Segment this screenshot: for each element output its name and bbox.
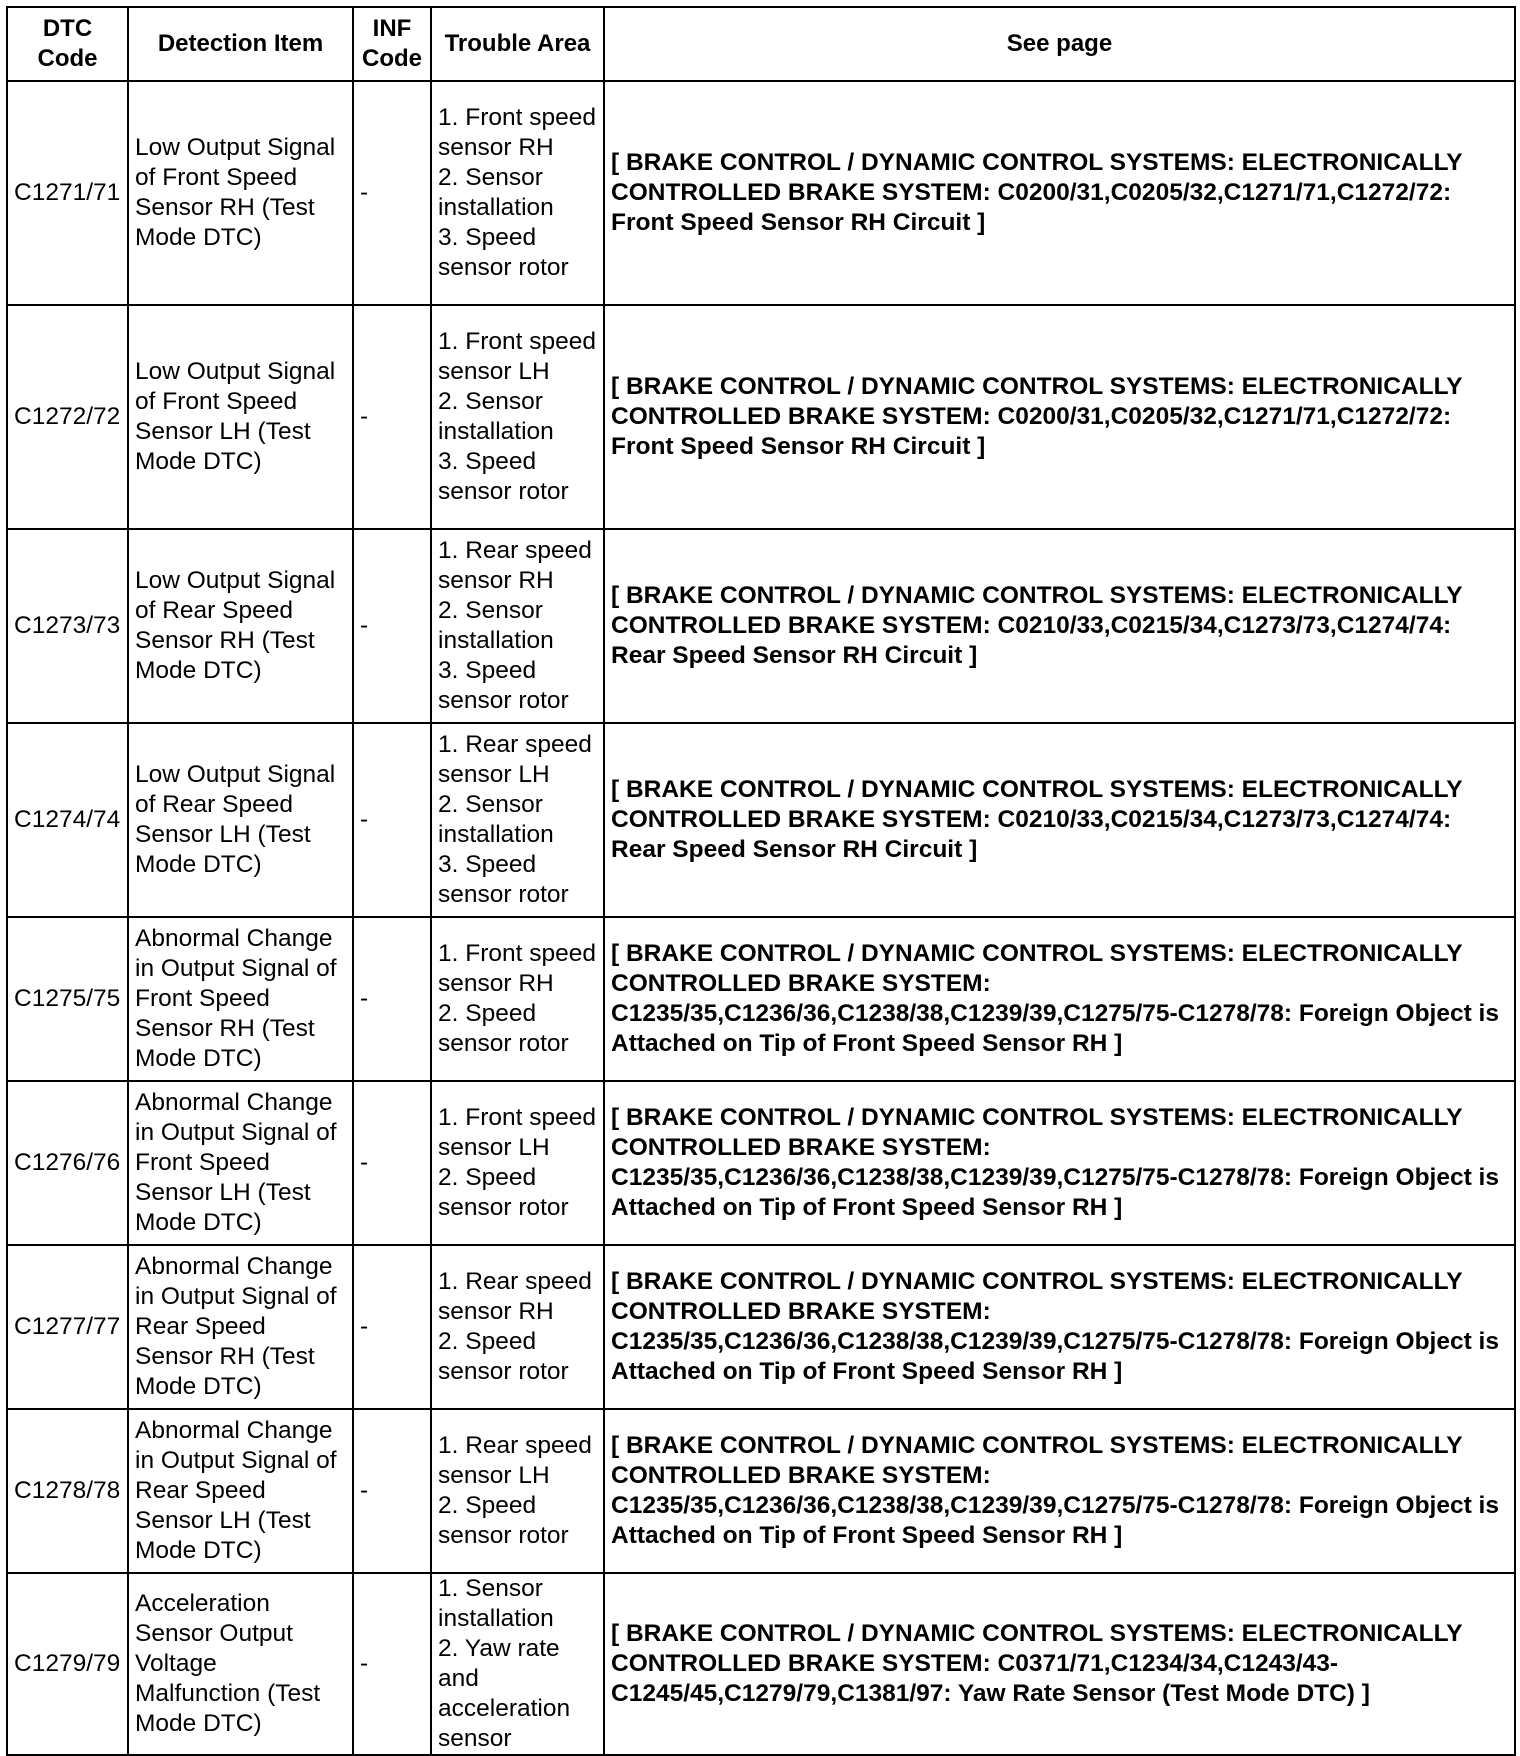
- see-page-link[interactable]: [ BRAKE CONTROL / DYNAMIC CONTROL SYSTEMS: ELECTRONICALLY CONTROLLED BRAKE SYSTEM: C0200/31,C0205/32,C1271/71,C1272/72: Front Speed Sensor RH Circuit ]: [604, 81, 1515, 305]
- inf-code-cell: -: [353, 81, 431, 305]
- see-page-link[interactable]: [ BRAKE CONTROL / DYNAMIC CONTROL SYSTEMS: ELECTRONICALLY CONTROLLED BRAKE SYSTEM: C1235/35,C1236/36,C1238/38,C1239/39,C1275/75-C1278/78: Foreign Object is Attached on Tip of Front Speed Sensor RH ]: [604, 1245, 1515, 1409]
- table-row: [7, 81, 1515, 305]
- see-page-link[interactable]: [ BRAKE CONTROL / DYNAMIC CONTROL SYSTEMS: ELECTRONICALLY CONTROLLED BRAKE SYSTEM: C0210/33,C0215/34,C1273/73,C1274/74: Rear Speed Sensor RH Circuit ]: [604, 723, 1515, 917]
- header-trouble-area: Trouble Area: [431, 7, 604, 81]
- detection-item-cell: Low Output Signal of Front Speed Sensor LH (Test Mode DTC): [128, 305, 353, 529]
- dtc-code-cell: C1274/74: [7, 723, 128, 917]
- dtc-code-cell: C1272/72: [7, 305, 128, 529]
- detection-item-cell: Abnormal Change in Output Signal of Rear Speed Sensor RH (Test Mode DTC): [128, 1245, 353, 1409]
- trouble-area-cell: 1. Front speed sensor RH 2. Sensor installation 3. Speed sensor rotor: [431, 81, 604, 305]
- table-row: [7, 305, 1515, 529]
- trouble-area-cell: 1. Rear speed sensor LH 2. Speed sensor rotor: [431, 1409, 604, 1573]
- trouble-area-cell: 1. Sensor installation 2. Yaw rate and acceleration sensor: [431, 1573, 604, 1755]
- header-detection-item: Detection Item: [128, 7, 353, 81]
- table-row: [7, 1245, 1515, 1409]
- trouble-area-cell: 1. Rear speed sensor RH 2. Sensor installation 3. Speed sensor rotor: [431, 529, 604, 723]
- dtc-code-cell: C1278/78: [7, 1409, 128, 1573]
- see-page-link[interactable]: [ BRAKE CONTROL / DYNAMIC CONTROL SYSTEMS: ELECTRONICALLY CONTROLLED BRAKE SYSTEM: C1235/35,C1236/36,C1238/38,C1239/39,C1275/75-C1278/78: Foreign Object is Attached on Tip of Front Speed Sensor RH ]: [604, 1081, 1515, 1245]
- inf-code-cell: -: [353, 723, 431, 917]
- dtc-code-cell: C1276/76: [7, 1081, 128, 1245]
- table-row: [7, 529, 1515, 723]
- table-row: [7, 1573, 1515, 1755]
- inf-code-cell: -: [353, 1409, 431, 1573]
- inf-code-cell: -: [353, 1245, 431, 1409]
- inf-code-cell: -: [353, 305, 431, 529]
- dtc-code-cell: C1273/73: [7, 529, 128, 723]
- table-row: [7, 917, 1515, 1081]
- detection-item-cell: Abnormal Change in Output Signal of Front Speed Sensor RH (Test Mode DTC): [128, 917, 353, 1081]
- dtc-table: [6, 6, 1516, 1756]
- see-page-link[interactable]: [ BRAKE CONTROL / DYNAMIC CONTROL SYSTEMS: ELECTRONICALLY CONTROLLED BRAKE SYSTEM: C1235/35,C1236/36,C1238/38,C1239/39,C1275/75-C1278/78: Foreign Object is Attached on Tip of Front Speed Sensor RH ]: [604, 917, 1515, 1081]
- header-inf-code: INF Code: [353, 7, 431, 81]
- see-page-link[interactable]: [ BRAKE CONTROL / DYNAMIC CONTROL SYSTEMS: ELECTRONICALLY CONTROLLED BRAKE SYSTEM: C0210/33,C0215/34,C1273/73,C1274/74: Rear Speed Sensor RH Circuit ]: [604, 529, 1515, 723]
- detection-item-cell: Low Output Signal of Front Speed Sensor RH (Test Mode DTC): [128, 81, 353, 305]
- trouble-area-cell: 1. Front speed sensor LH 2. Speed sensor rotor: [431, 1081, 604, 1245]
- detection-item-cell: Abnormal Change in Output Signal of Rear Speed Sensor LH (Test Mode DTC): [128, 1409, 353, 1573]
- detection-item-cell: Low Output Signal of Rear Speed Sensor RH (Test Mode DTC): [128, 529, 353, 723]
- trouble-area-cell: 1. Rear speed sensor LH 2. Sensor installation 3. Speed sensor rotor: [431, 723, 604, 917]
- table-row: [7, 1409, 1515, 1573]
- inf-code-cell: -: [353, 529, 431, 723]
- detection-item-cell: Low Output Signal of Rear Speed Sensor LH (Test Mode DTC): [128, 723, 353, 917]
- dtc-code-cell: C1275/75: [7, 917, 128, 1081]
- trouble-area-cell: 1. Front speed sensor RH 2. Speed sensor rotor: [431, 917, 604, 1081]
- header-dtc-code: DTC Code: [7, 7, 128, 81]
- inf-code-cell: -: [353, 917, 431, 1081]
- detection-item-cell: Acceleration Sensor Output Voltage Malfunction (Test Mode DTC): [128, 1573, 353, 1755]
- header-see-page: See page: [604, 7, 1515, 81]
- table-header-row: [7, 7, 1515, 81]
- trouble-area-cell: 1. Front speed sensor LH 2. Sensor installation 3. Speed sensor rotor: [431, 305, 604, 529]
- dtc-code-cell: C1271/71: [7, 81, 128, 305]
- inf-code-cell: -: [353, 1573, 431, 1755]
- detection-item-cell: Abnormal Change in Output Signal of Front Speed Sensor LH (Test Mode DTC): [128, 1081, 353, 1245]
- table-row: [7, 1081, 1515, 1245]
- dtc-code-cell: C1279/79: [7, 1573, 128, 1755]
- dtc-code-cell: C1277/77: [7, 1245, 128, 1409]
- see-page-link[interactable]: [ BRAKE CONTROL / DYNAMIC CONTROL SYSTEMS: ELECTRONICALLY CONTROLLED BRAKE SYSTEM: C0200/31,C0205/32,C1271/71,C1272/72: Front Speed Sensor RH Circuit ]: [604, 305, 1515, 529]
- see-page-link[interactable]: [ BRAKE CONTROL / DYNAMIC CONTROL SYSTEMS: ELECTRONICALLY CONTROLLED BRAKE SYSTEM: C0371/71,C1234/34,C1243/43-C1245/45,C1279/79,C1381/97: Yaw Rate Sensor (Test Mode DTC) ]: [604, 1573, 1515, 1755]
- inf-code-cell: -: [353, 1081, 431, 1245]
- see-page-link[interactable]: [ BRAKE CONTROL / DYNAMIC CONTROL SYSTEMS: ELECTRONICALLY CONTROLLED BRAKE SYSTEM: C1235/35,C1236/36,C1238/38,C1239/39,C1275/75-C1278/78: Foreign Object is Attached on Tip of Front Speed Sensor RH ]: [604, 1409, 1515, 1573]
- trouble-area-cell: 1. Rear speed sensor RH 2. Speed sensor rotor: [431, 1245, 604, 1409]
- table-row: [7, 723, 1515, 917]
